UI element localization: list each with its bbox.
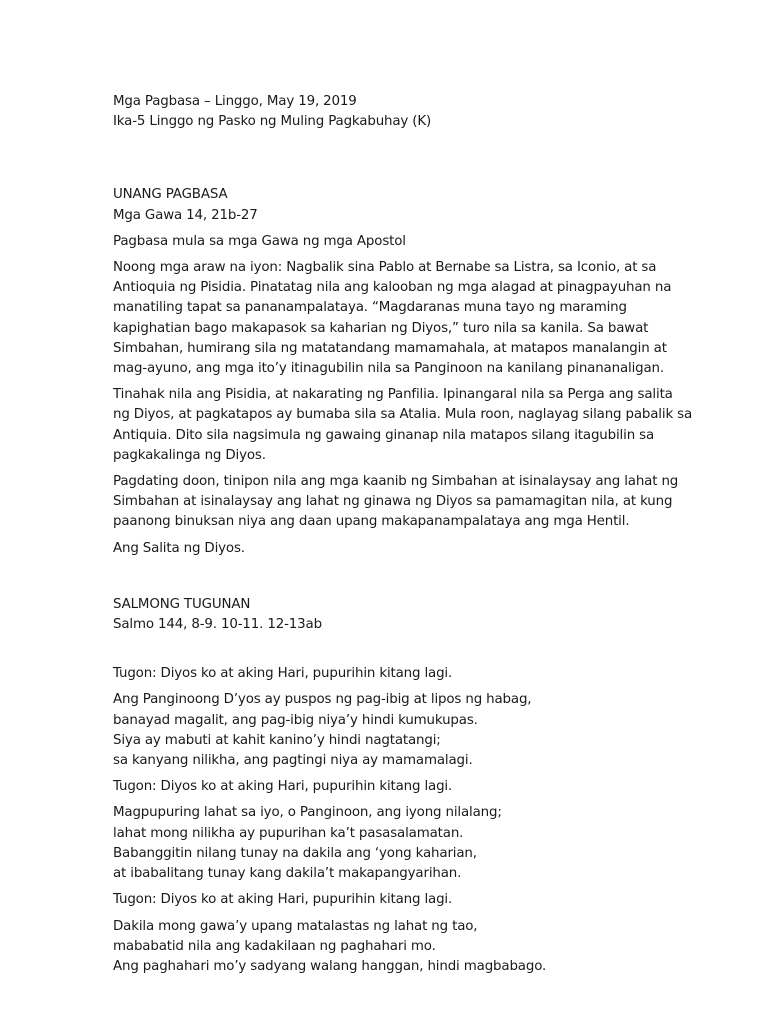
first-reading-closing: Ang Salita ng Diyos. (113, 540, 245, 556)
psalm-stanza-2: Magpupuring lahat sa iyo, o Panginoon, ang iyong nilalang; lahat mong nilikha ay pupurihan ka’t pasasalamatan. Babanggitin nilang tunay na dakila ang ‘yong kaharian, at ibabalitang tunay kang dakila’t makapangyarihan. (113, 805, 502, 882)
first-reading-paragraph-1: Noong mga araw na iyon: Nagbalik sina Pablo at Bernabe sa Listra, sa Iconio, at sa Antioquia ng Pisidia. Pinatatag nila ang kalooban ng mga alagad at pinagpayuhan na manatiling tapat sa pananampalataya. “Magdaranas muna tayo ng maraming kapighatian bago makapasok sa kaharian ng Diyos,” turo nila sa kanila. Sa bawat Simbahan, humirang sila ng matatandang mamamahala, at matapos manalangin at mag-ayuno, ang mga ito’y itinagubilin nila sa Panginoon na kanilang pinananaligan. (113, 260, 672, 377)
first-reading-heading (113, 185, 658, 225)
first-reading-reference: Mga Gawa 14, 21b-27 (113, 207, 258, 223)
psalm-section (113, 595, 658, 977)
psalm-response: Tugon: Diyos ko at aking Hari, pupurihin kitang lagi. (113, 892, 453, 908)
header-occasion-line: Ika-5 Linggo ng Pasko ng Muling Pagkabuhay (K) (113, 114, 432, 130)
psalm-title: SALMONG TUGUNAN (113, 596, 251, 612)
psalm-heading (113, 595, 658, 635)
document-header (113, 92, 658, 132)
first-reading-section (113, 185, 693, 558)
first-reading-paragraph-3: Pagdating doon, tinipon nila ang mga kaanib ng Simbahan at isinalaysay ang lahat ng Simbahan at isinalaysay ang lahat ng ginawa ng Diyos sa pamamagitan nila, at kung paanong binuksan niya ang daan upang makapanampalataya ang mga Hentil. (113, 474, 679, 530)
psalm-stanza-1: Ang Panginoong D’yos ay puspos ng pag-ibig at lipos ng habag, banayad magalit, ang pag-ibig niya’y hindi kumukupas. Siya ay mabuti at kahit kanino’y hindi nagtatangi; sa kanyang nilikha, ang pagtingi niya ay mamamalagi. (113, 692, 532, 769)
first-reading-intro: Pagbasa mula sa mga Gawa ng mga Apostol (113, 233, 406, 249)
first-reading-title: UNANG PAGBASA (113, 187, 228, 203)
psalm-response: Tugon: Diyos ko at aking Hari, pupurihin kitang lagi. (113, 666, 453, 682)
psalm-reference: Salmo 144, 8-9. 10-11. 12-13ab (113, 617, 322, 633)
psalm-response: Tugon: Diyos ko at aking Hari, pupurihin kitang lagi. (113, 779, 453, 795)
header-date-line: Mga Pagbasa – Linggo, May 19, 2019 (113, 94, 357, 109)
psalm-stanza-3: Dakila mong gawa’y upang matalastas ng lahat ng tao, mababatid nila ang kadakilaan ng paghahari mo. Ang paghahari mo’y sadyang walang hanggan, hindi magbabago. (113, 918, 547, 974)
first-reading-paragraph-2: Tinahak nila ang Pisidia, at nakarating ng Panfilia. Ipinangaral nila sa Perga ang salita ng Diyos, at pagkatapos ay bumaba sila sa Atalia. Mula roon, naglayag silang pabalik sa Antiquia. Dito sila nagsimula ng gawaing ginanap nila matapos silang itagubilin sa pagkakalinga ng Diyos. (113, 387, 693, 463)
document-page (113, 92, 693, 983)
